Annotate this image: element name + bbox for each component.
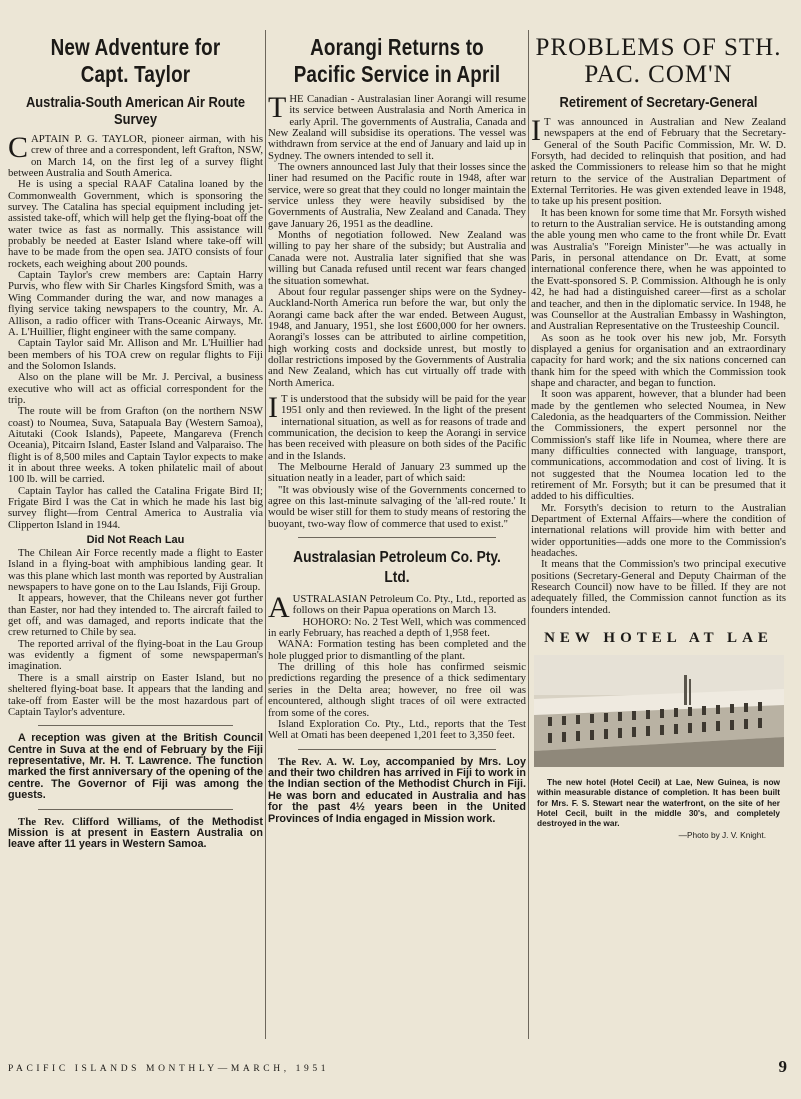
- article-paragraph: Mr. Forsyth's decision to return to the Australian Department of External Affairs—where the condition of international relations will provide him with better and wider opportunities—adds one more to the Commission's headaches.: [531, 501, 786, 560]
- article-paragraph: It appears, however, that the Chileans never got further than Easter, nor had they intended to. The aircraft failed to get off, and was damaged, and reports indicate that the crew returned to Chile by sea.: [8, 592, 263, 639]
- article-paragraph: CAPTAIN P. G. TAYLOR, pioneer airman, with his crew of three and a correspondent, left Grafton, NSW, on March 14, on the first leg of a survey flight between Australia and South America.: [8, 131, 263, 180]
- article-paragraph: It soon was apparent, however, that a blunder had been made by the gentlemen who selected Noumea, in New Caledonia, as the headquarters of the Commission. Neither the Commissioners, the expert personnel nor the Commission's staff like life in Noumea, where there are many difficulties connected with language, transport, communications, accommodation and cost of living. It is not suggested that the Noumea location led to the retirement of Mr. Forsyth; but it can be presumed that it added to his difficulties.: [531, 388, 786, 503]
- column-divider: [265, 30, 266, 1039]
- column-spc: [531, 26, 786, 1043]
- article-paragraph: The drilling of this hole has confirmed seismic predictions regarding the presence of a thick sedimentary series in the Delta area; however, no free oil was encountered, although slight traces of oil were extracted from some of the cores.: [268, 661, 526, 719]
- article-paragraph: The Melbourne Herald of January 23 summed up the situation neatly in a leader, part of which said:: [268, 461, 526, 485]
- article-paragraph: The Chilean Air Force recently made a flight to Easter Island in a flying-boat with amphibious landing gear. It was this plane which last month was reported by Australian newspapers to have gone on to the Lau Islands, Fiji Group.: [8, 547, 263, 594]
- article-paragraph: AUSTRALASIAN Petroleum Co. Pty., Ltd., reported as follows on their Papua operations on March 13.: [268, 591, 526, 625]
- article-paragraph: Captain Taylor said Mr. Allison and Mr. L'Huillier had been members of his TOA crew on regular flights to Fiji and the Solomon Islands.: [8, 337, 263, 372]
- news-note-williams: The Rev. Clifford Williams, of the Methodist Mission is at present in Eastern Australia on leave after 11 years in Western Samoa.: [8, 815, 263, 851]
- article-paragraph: It has been known for some time that Mr. Forsyth wished to return to the Australian service. He is outstanding among the able young men who came to the front while Dr. Evatt was Australia's "Foreign Minister"—he was actually in Paris, in personal attendance on Dr. Evatt, at some international conference there, when he was appointed to the Evatt-sponsored S. P. Commission. Although he is only 42, he had had a distinguished career—first as a scholar and teacher, and then in the diplomatic service. In 1948, he was Counsellor at the Australian Embassy in Washington, and Australian Representative on the Trusteeship Council.: [531, 206, 786, 333]
- headline-taylor: New Adventure for Capt. Taylor: [50, 34, 221, 87]
- publication-line: PACIFIC ISLANDS MONTHLY—MARCH, 1951: [8, 1064, 330, 1074]
- article-paragraph: "It was obviously wise of the Governments concerned to agree on this last-minute salvaging of the 'all-red route.' It would be wiser still for them to study means of restoring the buoyant, two-way flow of commerce that used to exist.": [268, 483, 526, 530]
- drop-cap: I: [268, 390, 278, 424]
- drop-cap: T: [268, 91, 287, 124]
- headline-spc: PROBLEMS OF STH. PAC. COM'N: [535, 34, 782, 88]
- hotel-photo: [534, 655, 784, 767]
- divider-rule: [298, 537, 496, 538]
- article-paragraph: The route will be from Grafton (on the northern NSW coast) to Noumea, Suva, Satapuala Bay (Western Samoa), Aitutaki (Cook Islands), Papeete, Mangareva (French Oceania), Pitcairn Island, Easter Island and Valparaiso. The flight is of 8,500 miles and Captain Taylor expects to make it in about three weeks. A token philatelic mail of about 100 lb. will be carried.: [8, 405, 263, 486]
- headline-petroleum: Australasian Petroleum Co. Pty. Ltd.: [293, 549, 501, 587]
- article-paragraph: Also on the plane will be Mr. J. Percival, a business executive who will act as official correspondent for the trip.: [8, 371, 263, 406]
- article-paragraph: He is using a special RAAF Catalina loaned by the Commonwealth Government, which is sponsoring the survey. The Catalina has special equipment including jet-assisted take-off, which will help get the flying-boat off the water twice as fast as normally. This assistance will probably be needed at Easter Island where take-off will have to be made from the open sea. JATO consists of four rockets, each weighing about 200 pounds.: [8, 178, 263, 270]
- article-paragraph: About four regular passenger ships were on the Sydney-Auckland-North America run before the war, but only the Aorangi came back after the war ended. Between August, 1948, and January, 1951, she lost £600,000 for her owners. Aorangi's losses can be attributed to airline competition, high working costs and dockside unrest, but mostly to dollar restrictions imposed by the Governments of Australia and New Zealand, which has cut virtually off trade with North America.: [268, 285, 526, 389]
- section-head-lau: Did Not Reach Lau: [86, 534, 185, 547]
- article-paragraph: WANA: Formation testing has been completed and the hole plugged prior to dismantling of the plant.: [268, 638, 526, 662]
- news-note-loy: The Rev. A. W. Loy, accompanied by Mrs. Loy and their two children has arrived in Fiji to work in the Indian section of the Methodist Church in Fiji. He was born and educated in Australia and has for the past 4½ years been in the United Provinces of India engaged in Mission work.: [268, 755, 526, 825]
- column-aorangi: [268, 26, 526, 1043]
- article-paragraph: It means that the Commission's two principal executive positions (Secretary-General and Deputy Chairman of the Research Council) now have to be filled. If they are not adequately filled, the Commission cannot function as its founders intended.: [531, 558, 786, 616]
- news-note-reception: A reception was given at the British Council Centre in Suva at the end of February by the Fiji representative, Mr. H. T. Lawrence. The function marked the first anniversary of the opening of the centre. The Governor of Fiji was among the guests.: [8, 732, 263, 802]
- headline-hotel: NEW HOTEL AT LAE: [544, 630, 773, 647]
- divider-rule: [38, 809, 233, 810]
- article-paragraph: Island Exploration Co. Pty., Ltd., reports that the Test Well at Omati has been deepened 1,201 feet to 3,350 feet.: [268, 717, 526, 742]
- headline-aorangi: Aorangi Returns to Pacific Service in April: [293, 34, 501, 87]
- article-paragraph: As soon as he took over his new job, Mr. Forsyth displayed a genius for organisation and an extraordinary capacity for hard work; and the six nations concerned can thank him for the speed with which the Commission took shape and character, and began to function.: [531, 331, 786, 389]
- article-paragraph: Captain Taylor's crew members are: Captain Harry Purvis, who flew with Sir Charles Kingsford Smith, was a Wing Commander during the war, and now manages a flying service taking newspapers to the country, Mr. A. Allison, a radio officer with Trans-Oceanic Airways, Mr. A. L'Huillier, flight engineer with the same company.: [8, 269, 263, 338]
- page-number: 9: [778, 1057, 787, 1076]
- photo-caption: The new hotel (Hotel Cecil) at Lae, New Guinea, is now within measurable distance of completion. It has been built for Mrs. F. S. Stewart near the waterfront, on the site of her Hotel Cecil, built in the middle 30's, and completely destroyed in the war.: [537, 777, 780, 828]
- drop-cap: A: [268, 591, 290, 625]
- article-paragraph: I T is understood that the subsidy will be paid for the year 1951 only and then reviewed. In the light of the present international situation, as well as for reasons of trade and communication, the decision to keep the Aorangi in service has been received with pleasure on both sides of the Pacific and in the Islands.: [268, 390, 526, 462]
- drop-cap: C: [8, 131, 29, 164]
- drop-cap: I: [531, 114, 541, 147]
- article-paragraph: There is a small airstrip on Easter Island, but no sheltered flying-boat base. It appears that the landing and take-off from Easter will be the most hazardous part of Captain Taylor's adventure.: [8, 671, 263, 718]
- column-divider: [528, 30, 529, 1039]
- divider-rule: [298, 749, 496, 750]
- page-footer: [8, 1059, 787, 1077]
- article-paragraph: THE Canadian - Australasian liner Aorangi will resume its service between Australasia and North America in early April. The governments of Australia, Canada and New Zealand will subsidise its operations. The vessel was withdrawn from service at the end of January and laid up in Sydney. The owners intended to sell it.: [268, 91, 526, 162]
- article-paragraph: The owners announced last July that their losses since the liner had resumed on the Pacific route in 1948, after war service, were so great that they could no longer maintain the service unless they were heavily subsidised by the Governments of Australia, New Zealand and Canada. They gave January 26, 1951 as the deadline.: [268, 161, 526, 230]
- photo-credit: —Photo by J. V. Knight.: [678, 830, 766, 841]
- article-paragraph: Months of negotiation followed. New Zealand was willing to pay her share of the subsidy; but Australia and Canada were not. Australia later signified that she was willing but Canada refused until recent war fears changed the situation somewhat.: [268, 229, 526, 287]
- column-taylor: [8, 26, 263, 1043]
- article-paragraph: The reported arrival of the flying-boat in the Lau Group was evidently a figment of some newspaperman's imagination.: [8, 637, 263, 673]
- article-paragraph: Captain Taylor has called the Catalina Frigate Bird II; Frigate Bird I was the Cat in which he made his last big survey flight—from Central America to Australia via Clipperton Island in 1944.: [8, 484, 263, 531]
- subhead-retirement: Retirement of Secretary-General: [559, 94, 758, 111]
- article-paragraph: HOHORO: No. 2 Test Well, which was commenced in early February, has reached a depth of 1,958 feet.: [268, 615, 526, 640]
- divider-rule: [38, 725, 233, 726]
- article-paragraph: I T was announced in Australian and New Zealand newspapers at the end of February that the Secretary-General of the South Pacific Commission, Mr. W. D. Forsyth, had decided to relinquish that position, and had asked the Commissioners to release him so that he might return to the service of the Australian Department of External Territories. He was given extended leave in 1948, to take up his present position.: [531, 114, 786, 208]
- subhead-air-route: Australia-South American Air Route Survey: [25, 94, 246, 128]
